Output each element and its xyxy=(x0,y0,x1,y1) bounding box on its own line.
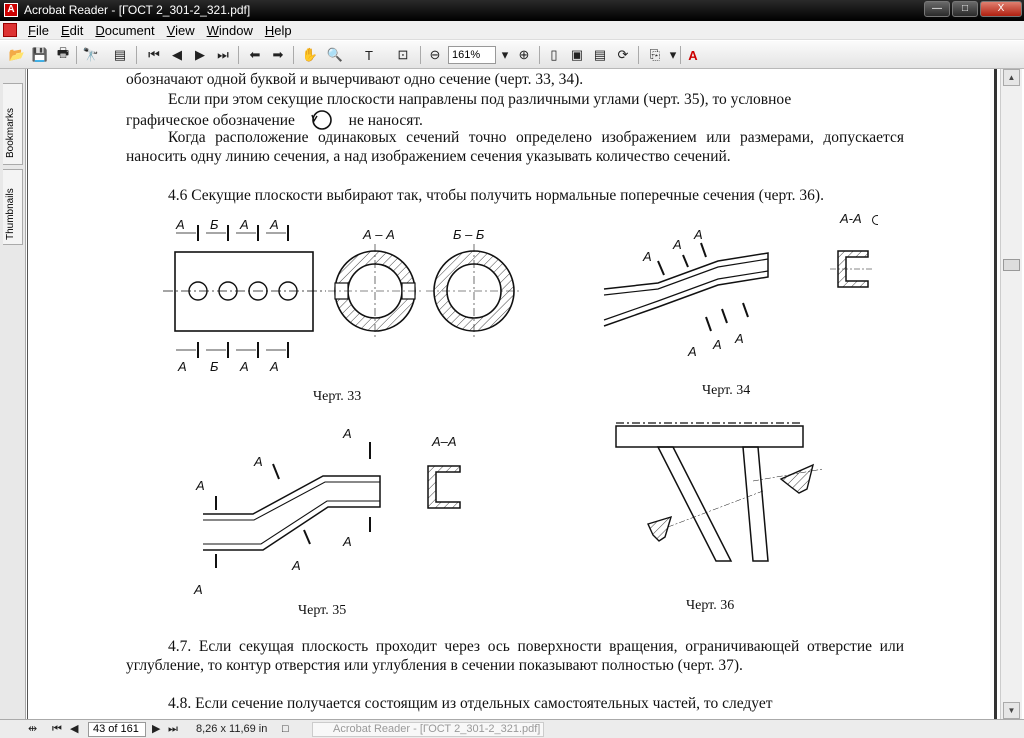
toolbar-separator xyxy=(136,46,137,64)
minimize-button[interactable]: — xyxy=(924,1,950,17)
figure-34-drawing xyxy=(598,209,878,369)
zoom-out-icon[interactable]: ⊖ xyxy=(429,47,441,62)
thumbnails-tab-label: Thumbnails xyxy=(5,188,16,240)
window-title: Acrobat Reader - [ГОСТ 2_301-2_321.pdf] xyxy=(24,3,251,17)
menu-view[interactable]: View xyxy=(166,23,195,38)
document-text-fragment: графическое обозначение xyxy=(126,112,295,129)
fig33-section-b-label: Б – Б xyxy=(453,227,485,242)
last-page-icon[interactable]: ⏭ xyxy=(217,47,229,62)
page-number-field[interactable]: 43 of 161 xyxy=(88,722,146,737)
previous-page-status-icon[interactable]: ◀ xyxy=(70,723,79,735)
pages-menu-dropdown-icon[interactable]: ▾ xyxy=(669,47,677,62)
find-icon[interactable]: 🔭 xyxy=(82,47,100,62)
document-paragraph: Когда расположение одинаковых сечений точно определено изображением или размерами, допускается наносить одну линию сечения, а над изображением сечения указывать количество сечений. xyxy=(126,129,904,166)
show-hide-navigation-icon[interactable]: ▤ xyxy=(113,47,127,62)
document-icon[interactable] xyxy=(3,23,17,37)
figure-36-drawing xyxy=(613,421,823,581)
print-icon[interactable]: 🖶 xyxy=(56,45,70,60)
maximize-button[interactable]: □ xyxy=(952,1,978,17)
fig33-bottom-label: А xyxy=(240,359,249,374)
figure-33-caption: Черт. 33 xyxy=(313,389,362,404)
next-page-status-icon[interactable]: ▶ xyxy=(152,723,161,735)
go-forward-icon[interactable]: ➡ xyxy=(272,47,284,62)
document-paragraph: 4.6 Секущие плоскости выбирают так, чтобы получить нормальные поперечные сечения (черт. 36). xyxy=(168,187,824,204)
toolbar xyxy=(0,41,1024,69)
taskbar-ghost-title: Acrobat Reader - [ГОСТ 2_301-2_321.pdf] xyxy=(312,722,544,737)
page-edge xyxy=(994,69,997,719)
fig34-label: А xyxy=(694,227,703,242)
document-paragraph: 4.8. Если сечение получается состоящим из отдельных самостоятельных частей, то следует xyxy=(168,695,773,712)
menu-bar xyxy=(0,21,1024,40)
first-page-status-icon[interactable]: ⏮ xyxy=(52,723,62,735)
toolbar-separator xyxy=(638,46,639,64)
figure-36-caption: Черт. 36 xyxy=(686,598,735,613)
acrobat-app-icon[interactable]: A xyxy=(4,3,18,17)
title-bar xyxy=(0,0,1024,21)
go-back-icon[interactable]: ⬅ xyxy=(249,47,261,62)
document-text-fragment: не наносят. xyxy=(348,112,423,129)
fig33-top-label: Б xyxy=(210,217,219,232)
bookmarks-tab[interactable] xyxy=(3,83,23,165)
scroll-up-arrow-icon[interactable]: ▲ xyxy=(1003,69,1020,86)
toolbar-separator xyxy=(293,46,294,64)
fig33-bottom-label: А xyxy=(178,359,187,374)
menu-file[interactable]: File xyxy=(28,23,49,38)
bookmarks-tab-label: Bookmarks xyxy=(5,107,16,158)
fig35-section-label: А–А xyxy=(432,434,457,449)
scroll-down-arrow-icon[interactable]: ▼ xyxy=(1003,702,1020,719)
menu-window[interactable]: Window xyxy=(206,23,253,38)
hand-tool-icon[interactable]: ✋ xyxy=(301,47,319,62)
document-page-view[interactable] xyxy=(27,69,997,719)
fit-width-icon[interactable]: ▤ xyxy=(593,47,607,62)
fig33-bottom-label: А xyxy=(270,359,279,374)
fig33-top-label: А xyxy=(176,217,185,232)
navigation-pane-tabs xyxy=(0,69,26,719)
rotate-view-icon[interactable]: ⟳ xyxy=(617,47,629,62)
toolbar-separator xyxy=(420,46,421,64)
fig34-label: А xyxy=(673,237,682,252)
figure-35-drawing xyxy=(188,424,498,604)
previous-page-icon[interactable]: ◀ xyxy=(172,47,182,62)
fig35-label: А xyxy=(343,534,352,549)
document-paragraph: Если при этом секущие плоскости направлены под различными углами (черт. 35), то условное xyxy=(168,91,792,108)
zoom-dropdown-icon[interactable]: ▾ xyxy=(501,47,509,62)
document-text-line: обозначают одной буквой и вычерчивают одно сечение (черт. 33, 34). xyxy=(126,71,584,88)
fig34-section-label: А-А xyxy=(840,211,862,226)
first-page-icon[interactable]: ⏮ xyxy=(148,47,160,62)
figure-35-caption: Черт. 35 xyxy=(298,603,347,618)
zoom-in-icon[interactable]: ⊕ xyxy=(518,47,530,62)
fig35-label: А xyxy=(194,582,203,597)
fig35-label: А xyxy=(292,558,301,573)
figure-34-caption: Черт. 34 xyxy=(702,383,751,398)
zoom-tool-icon[interactable]: 🔍 xyxy=(326,47,344,62)
graphics-select-tool-icon[interactable]: ⊡ xyxy=(397,47,409,62)
fit-page-icon[interactable]: ▣ xyxy=(570,47,584,62)
page-size-text: 8,26 x 11,69 in xyxy=(196,723,268,735)
next-page-icon[interactable]: ▶ xyxy=(195,47,205,62)
thumbnails-tab[interactable] xyxy=(3,169,23,245)
fig33-top-label: А xyxy=(270,217,279,232)
pages-menu-icon[interactable]: ⎘ xyxy=(649,47,661,62)
split-view-icon[interactable]: ⇹ xyxy=(28,723,38,735)
menu-document[interactable]: Document xyxy=(95,23,155,38)
fig35-label: А xyxy=(343,426,352,441)
scrollbar-thumb[interactable] xyxy=(1003,259,1020,271)
actual-size-icon[interactable]: ▯ xyxy=(550,47,558,62)
toolbar-separator xyxy=(539,46,540,64)
fig34-label: А xyxy=(713,337,722,352)
last-page-status-icon[interactable]: ⏭ xyxy=(168,723,178,735)
open-icon[interactable]: 📂 xyxy=(8,47,26,62)
fig34-label: А xyxy=(735,331,744,346)
menu-edit[interactable]: Edit xyxy=(60,23,84,38)
toolbar-separator xyxy=(238,46,239,64)
figure-33-drawing xyxy=(158,209,538,379)
toolbar-separator xyxy=(680,46,681,64)
zoom-level-field[interactable]: 161% xyxy=(448,46,496,64)
fig34-label: А xyxy=(643,249,652,264)
fig33-section-a-label: А – А xyxy=(363,227,395,242)
document-paragraph: 4.7. Если секущая плоскость проходит через ось поверхности вращения, ограничивающей отверстие или углубление, то контур отверстия или углубления в сечении показывают полностью (черт. 37). xyxy=(126,638,904,675)
text-select-tool-icon[interactable]: T xyxy=(365,47,373,63)
fig35-label: А xyxy=(196,478,205,493)
adobe-logo-icon[interactable]: A xyxy=(688,47,698,63)
fig33-bottom-label: Б xyxy=(210,359,219,374)
vertical-scrollbar[interactable] xyxy=(1000,69,1022,719)
save-icon[interactable]: 💾 xyxy=(31,47,49,62)
fig34-label: А xyxy=(688,344,697,359)
menu-help[interactable]: Help xyxy=(264,23,292,38)
page-layout-single-icon[interactable]: □ xyxy=(282,723,289,735)
close-button[interactable]: X xyxy=(980,1,1022,17)
fig35-label: А xyxy=(254,454,263,469)
toolbar-separator xyxy=(76,46,77,64)
status-bar xyxy=(0,719,1024,738)
fig33-top-label: А xyxy=(240,217,249,232)
